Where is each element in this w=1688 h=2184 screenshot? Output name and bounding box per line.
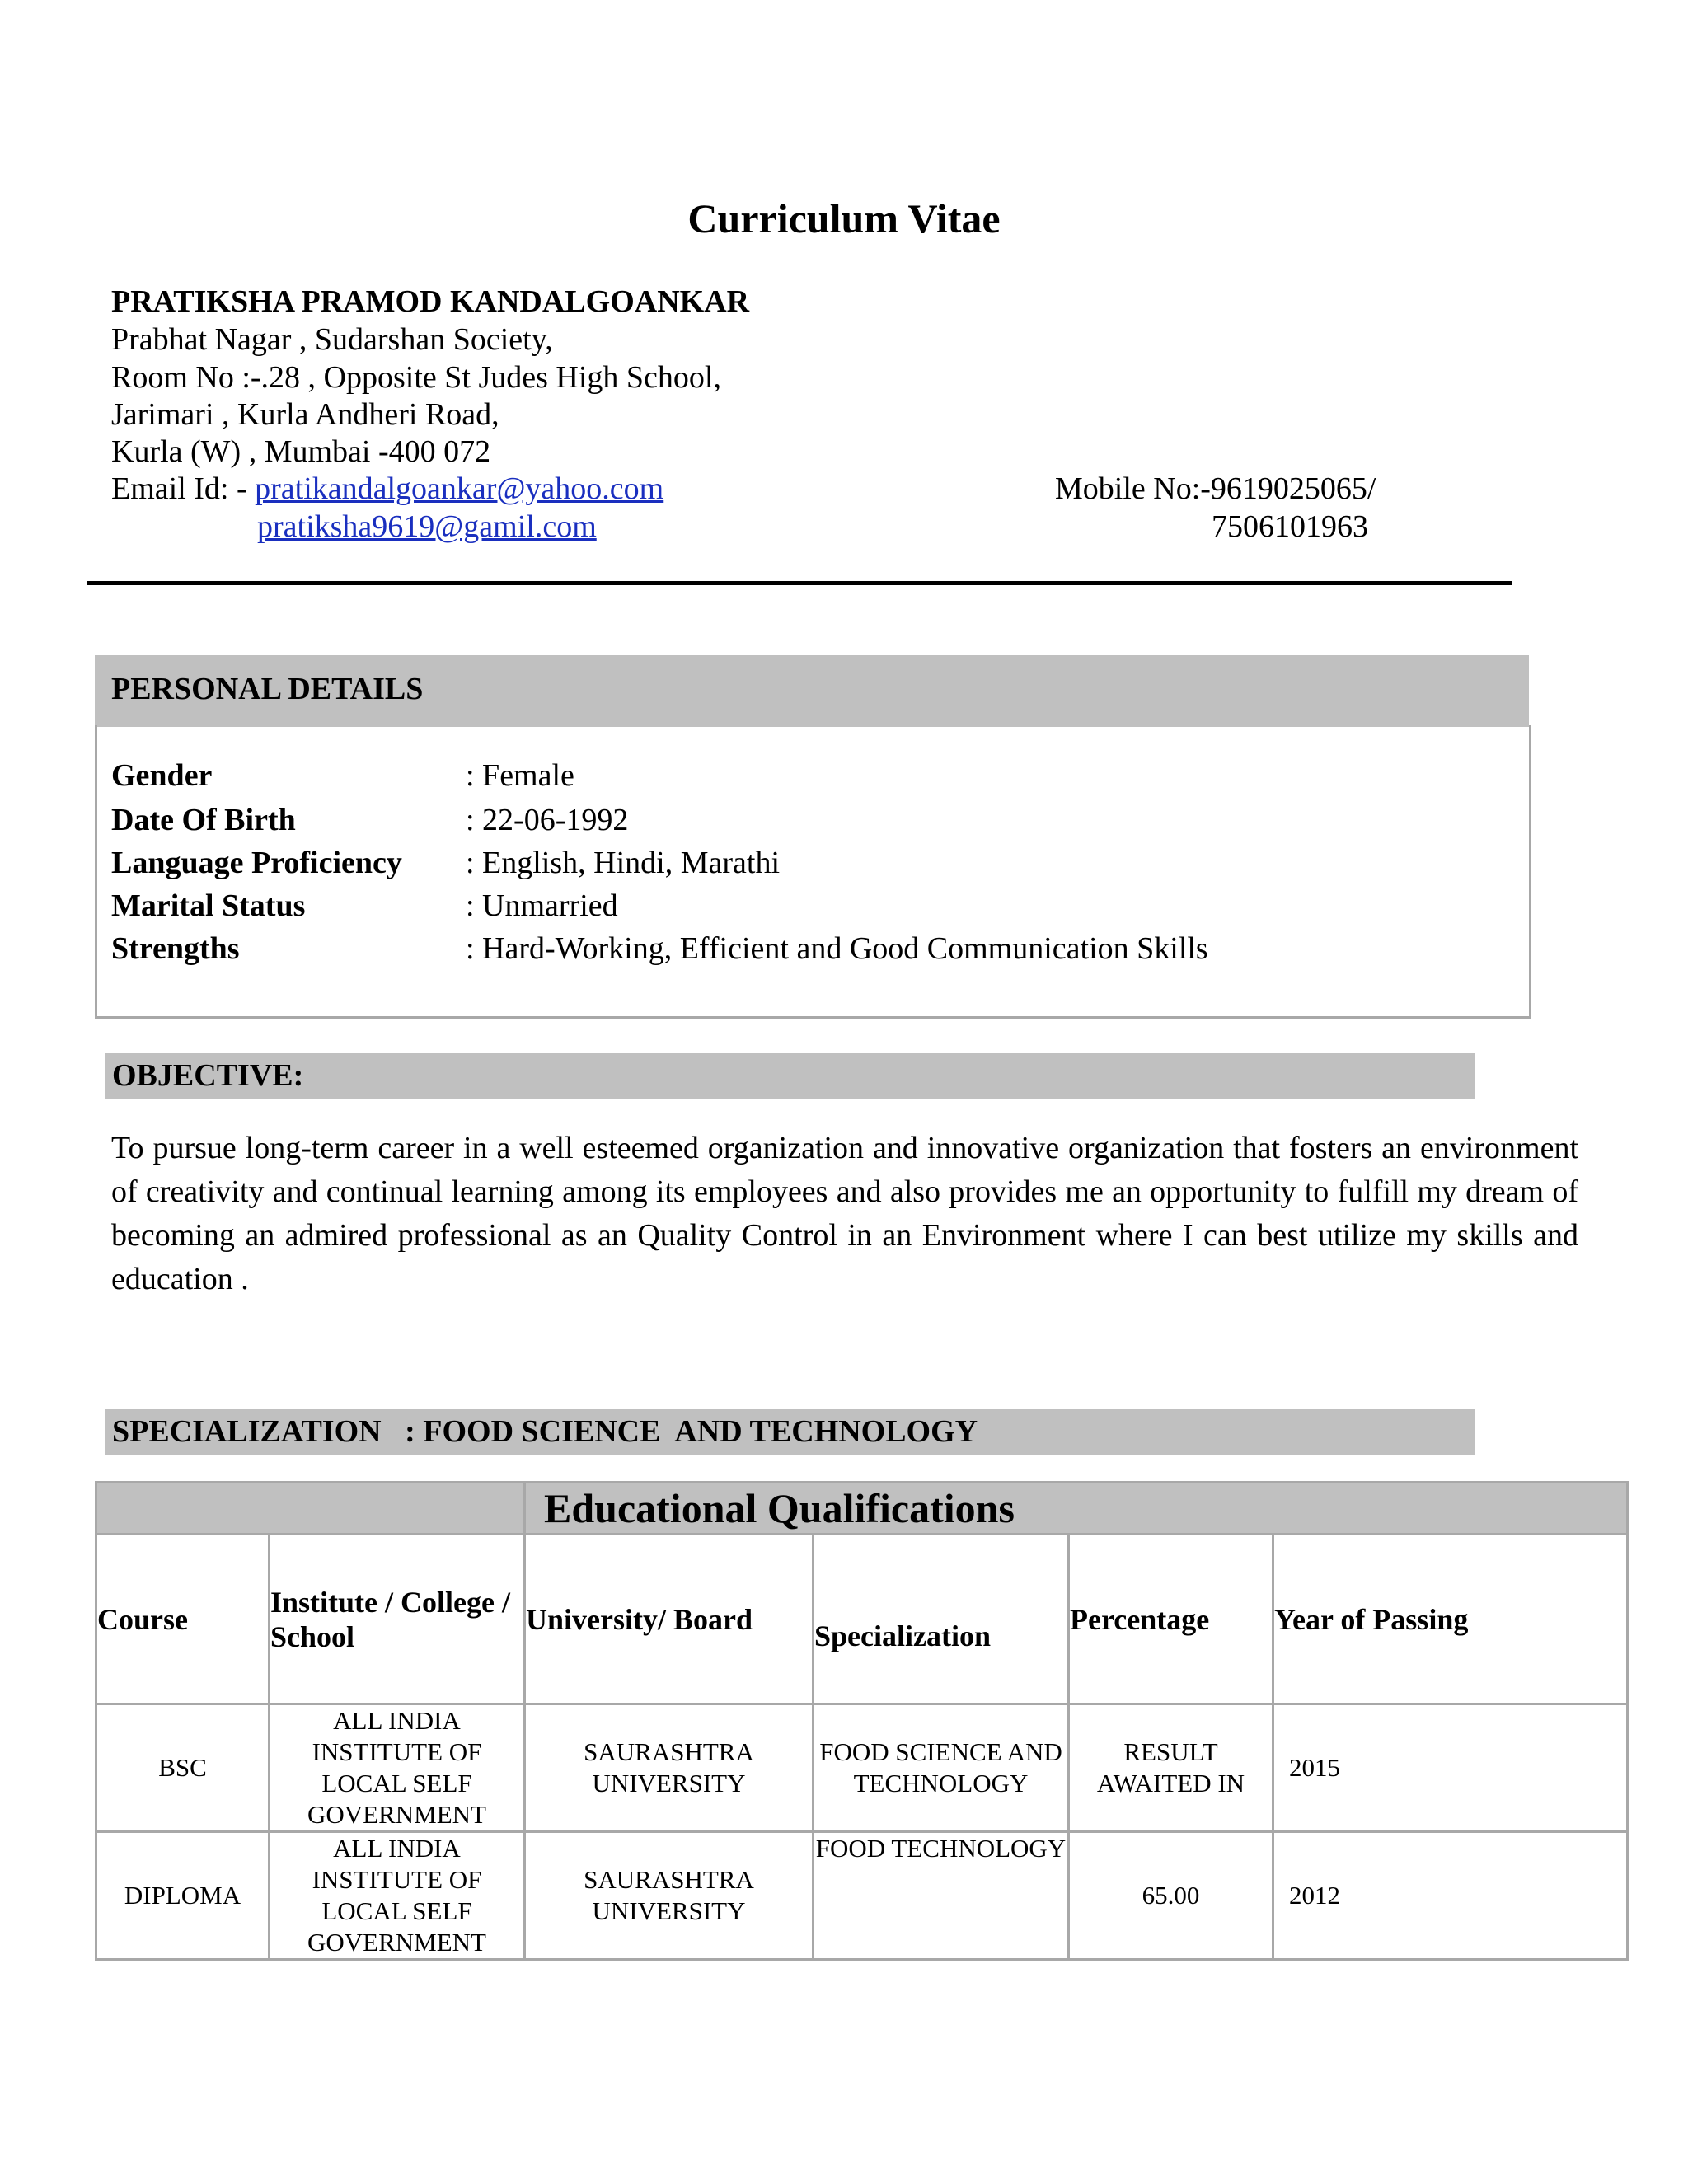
email-row: [111, 470, 663, 508]
table-row: [96, 1704, 1628, 1832]
detail-value-gender: : Female: [466, 758, 574, 793]
column-header-year: Year of Passing: [1273, 1535, 1628, 1704]
table-row: [96, 1832, 1628, 1960]
document-title: Curriculum Vitae: [687, 195, 1001, 241]
cell-year: 2015: [1273, 1704, 1628, 1832]
objective-header: [106, 1053, 1475, 1099]
personal-details-header: [95, 655, 1529, 727]
detail-value-marital: : Unmarried: [466, 888, 618, 923]
objective-text: To pursue long-term career in a well esteemed organization and innovative organization that fosters an environment of creativity and continual learning among its employees and also provides me an opportunity to fulfill my dream of becoming an admired professional as an Quality Control in an Environment where I can best utilize my skills and education .: [111, 1131, 1578, 1296]
cell-specialization: FOOD TECHNOLOGY: [814, 1832, 1069, 1960]
column-header-specialization: Specialization: [814, 1535, 1069, 1704]
address-line: Prabhat Nagar , Sudarshan Society,: [111, 322, 553, 357]
cell-specialization: FOOD SCIENCE AND TECHNOLOGY: [814, 1704, 1069, 1832]
candidate-name: PRATIKSHA PRAMOD KANDALGOANKAR: [111, 284, 750, 319]
column-header-percentage: Percentage: [1069, 1535, 1273, 1704]
cell-institute: ALL INDIA INSTITUTE OF LOCAL SELF GOVERNMENT: [270, 1832, 525, 1960]
detail-label-gender: Gender: [111, 758, 213, 793]
email-link-secondary[interactable]: pratiksha9619@gamil.com: [257, 509, 597, 544]
mobile-number: Mobile No:-9619025065/: [1055, 471, 1376, 506]
email-link-primary[interactable]: pratikandalgoankar@yahoo.com: [255, 471, 664, 506]
detail-label-strengths: Strengths: [111, 931, 240, 966]
column-header-course: Course: [96, 1535, 270, 1704]
cell-university: SAURASHTRA UNIVERSITY: [525, 1832, 814, 1960]
education-title-row: [96, 1483, 1628, 1535]
cell-percentage: 65.00: [1069, 1832, 1273, 1960]
email-label: Email Id: -: [111, 471, 256, 506]
cell-university: SAURASHTRA UNIVERSITY: [525, 1704, 814, 1832]
education-header-row: [96, 1535, 1628, 1704]
address-line: Kurla (W) , Mumbai -400 072: [111, 434, 491, 469]
cell-percentage: RESULT AWAITED IN: [1069, 1704, 1273, 1832]
cell-course: BSC: [96, 1704, 270, 1832]
detail-value-dob: : 22-06-1992: [466, 803, 629, 837]
specialization-heading: SPECIALIZATION : FOOD SCIENCE AND TECHNOLOGY: [112, 1414, 978, 1449]
mobile-number-alt: 7506101963: [1212, 509, 1368, 544]
detail-label-dob: Date Of Birth: [111, 803, 296, 837]
education-table: [95, 1481, 1629, 1961]
objective-heading: OBJECTIVE:: [112, 1058, 304, 1093]
detail-label-language: Language Proficiency: [111, 846, 402, 880]
address-line: Room No :-.28 , Opposite St Judes High School,: [111, 360, 721, 395]
detail-value-language: : English, Hindi, Marathi: [466, 846, 781, 880]
specialization-header: [106, 1409, 1475, 1455]
cell-institute: ALL INDIA INSTITUTE OF LOCAL SELF GOVERNMENT: [270, 1704, 525, 1832]
header-divider: [87, 581, 1512, 585]
education-title: Educational Qualifications: [525, 1483, 1628, 1535]
detail-value-strengths: : Hard-Working, Efficient and Good Communication Skills: [466, 931, 1208, 966]
personal-details-heading: PERSONAL DETAILS: [111, 672, 424, 706]
column-header-university: University/ Board: [525, 1535, 814, 1704]
column-header-institute: Institute / College / School: [270, 1535, 525, 1704]
cell-course: DIPLOMA: [96, 1832, 270, 1960]
detail-label-marital: Marital Status: [111, 888, 306, 923]
address-line: Jarimari , Kurla Andheri Road,: [111, 397, 499, 432]
cell-year: 2012: [1273, 1832, 1628, 1960]
education-title-spacer: [96, 1483, 525, 1535]
